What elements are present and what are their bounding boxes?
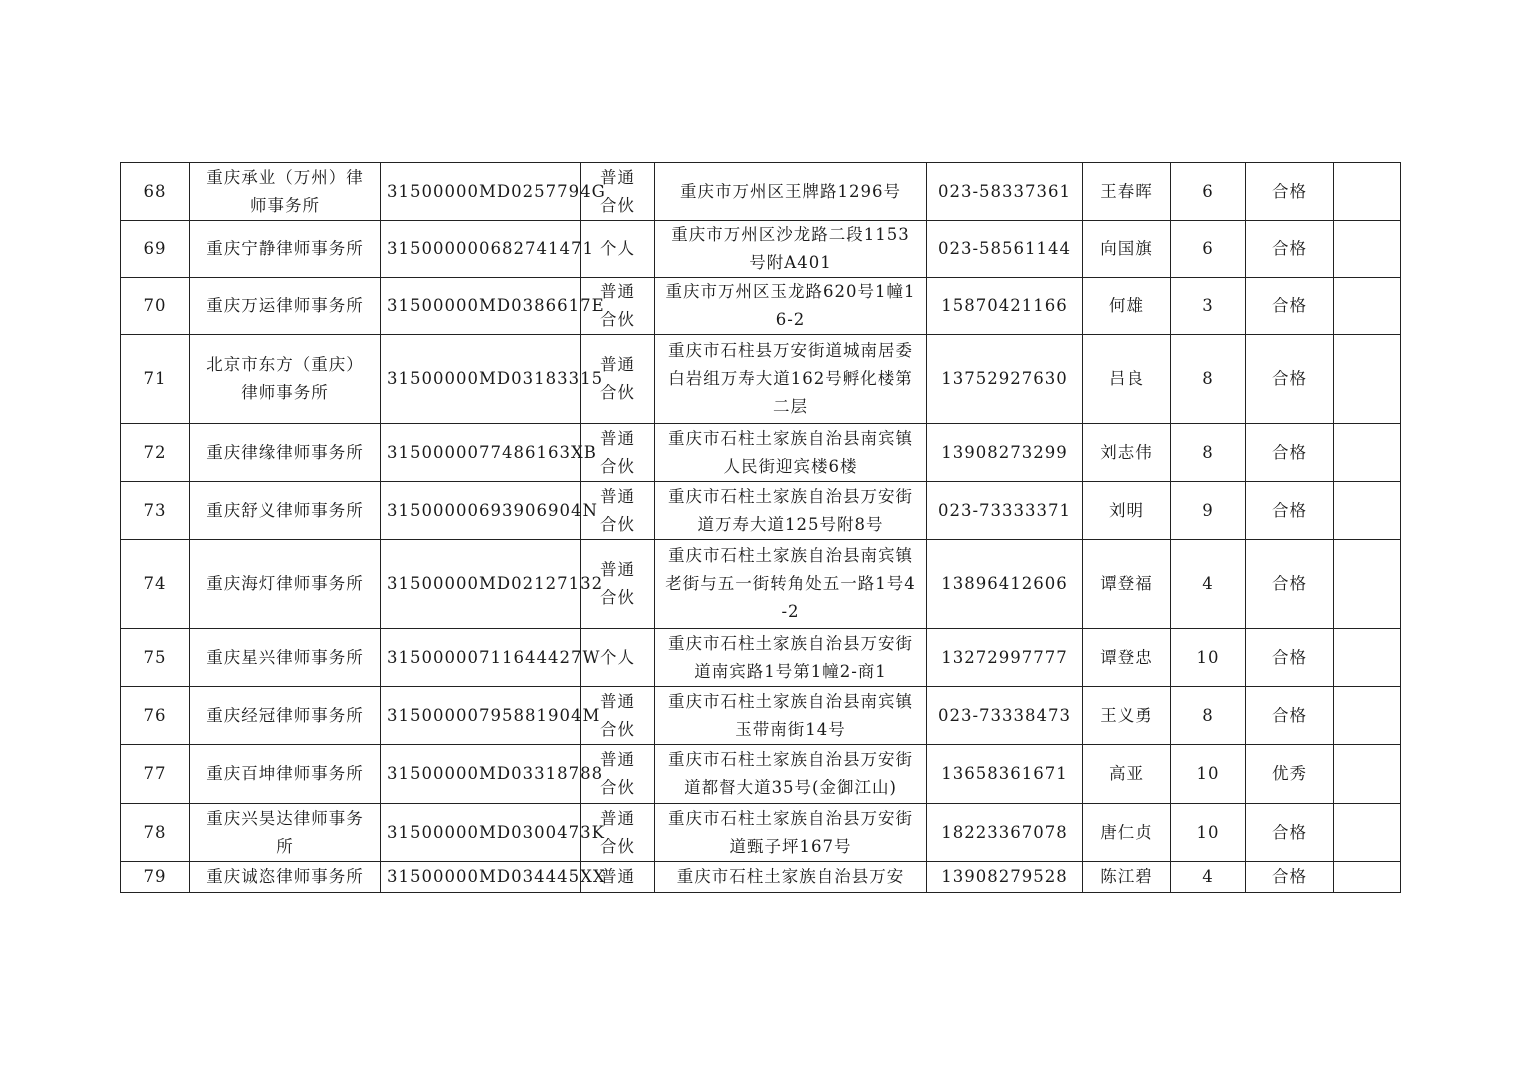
table-row — [121, 278, 1401, 335]
director-name: 陈江碧 — [1083, 862, 1171, 893]
phone-number: 15870421166 — [927, 278, 1083, 335]
director-name: 刘明 — [1083, 482, 1171, 540]
assessment-rating: 合格 — [1246, 163, 1334, 221]
firm-address: 重庆市石柱土家族自治县万安街道甄子坪167号 — [655, 804, 927, 862]
credit-code: 31500000693906904N — [381, 482, 581, 540]
phone-number: 13272997777 — [927, 629, 1083, 687]
assessment-rating: 合格 — [1246, 335, 1334, 424]
table-row — [121, 482, 1401, 540]
firm-name: 重庆百坤律师事务所 — [190, 745, 381, 804]
table-row — [121, 629, 1401, 687]
phone-number: 13908279528 — [927, 862, 1083, 893]
director-name: 向国旗 — [1083, 221, 1171, 278]
organization-type: 普通合伙 — [581, 163, 655, 221]
row-number: 78 — [121, 804, 190, 862]
firm-name: 重庆星兴律师事务所 — [190, 629, 381, 687]
organization-type: 普通合伙 — [581, 278, 655, 335]
credit-code: 31500000MD0257794G — [381, 163, 581, 221]
remarks — [1334, 540, 1401, 629]
lawyer-count: 4 — [1171, 540, 1246, 629]
firm-name: 重庆诚恣律师事务所 — [190, 862, 381, 893]
remarks — [1334, 278, 1401, 335]
row-number: 69 — [121, 221, 190, 278]
firm-address: 重庆市石柱土家族自治县万安 — [655, 862, 927, 893]
assessment-rating: 优秀 — [1246, 745, 1334, 804]
row-number: 73 — [121, 482, 190, 540]
row-number: 77 — [121, 745, 190, 804]
assessment-rating: 合格 — [1246, 221, 1334, 278]
remarks — [1334, 862, 1401, 893]
lawyer-count: 9 — [1171, 482, 1246, 540]
remarks — [1334, 804, 1401, 862]
remarks — [1334, 335, 1401, 424]
assessment-rating: 合格 — [1246, 540, 1334, 629]
phone-number: 13896412606 — [927, 540, 1083, 629]
row-number: 75 — [121, 629, 190, 687]
table-row — [121, 862, 1401, 893]
credit-code: 31500000711644427W — [381, 629, 581, 687]
organization-type: 普通合伙 — [581, 745, 655, 804]
organization-type: 普通合伙 — [581, 335, 655, 424]
assessment-rating: 合格 — [1246, 482, 1334, 540]
lawyer-count: 6 — [1171, 221, 1246, 278]
organization-type: 普通合伙 — [581, 424, 655, 482]
firm-address: 重庆市石柱土家族自治县万安街道南宾路1号第1幢2-商1 — [655, 629, 927, 687]
firm-name: 重庆律缘律师事务所 — [190, 424, 381, 482]
remarks — [1334, 629, 1401, 687]
credit-code: 31500000MD0386617E — [381, 278, 581, 335]
credit-code: 315000000682741471 — [381, 221, 581, 278]
firm-address: 重庆市万州区玉龙路620号1幢16-2 — [655, 278, 927, 335]
organization-type: 普通合伙 — [581, 482, 655, 540]
organization-type: 普通合伙 — [581, 540, 655, 629]
director-name: 何雄 — [1083, 278, 1171, 335]
credit-code: 31500000MD03183315 — [381, 335, 581, 424]
table-row — [121, 335, 1401, 424]
table-row — [121, 424, 1401, 482]
lawyer-count: 10 — [1171, 629, 1246, 687]
phone-number: 13752927630 — [927, 335, 1083, 424]
credit-code: 31500000MD034445XX — [381, 862, 581, 893]
director-name: 谭登忠 — [1083, 629, 1171, 687]
table-row — [121, 163, 1401, 221]
remarks — [1334, 221, 1401, 278]
director-name: 吕良 — [1083, 335, 1171, 424]
firm-name: 重庆海灯律师事务所 — [190, 540, 381, 629]
phone-number: 023-73333371 — [927, 482, 1083, 540]
table-row — [121, 540, 1401, 629]
row-number: 68 — [121, 163, 190, 221]
law-firm-table — [120, 162, 1401, 893]
assessment-rating: 合格 — [1246, 629, 1334, 687]
table-row — [121, 687, 1401, 745]
director-name: 王春晖 — [1083, 163, 1171, 221]
firm-name: 重庆宁静律师事务所 — [190, 221, 381, 278]
firm-address: 重庆市石柱土家族自治县万安街道都督大道35号(金御江山) — [655, 745, 927, 804]
firm-address: 重庆市石柱土家族自治县万安街道万寿大道125号附8号 — [655, 482, 927, 540]
credit-code: 31500000795881904M — [381, 687, 581, 745]
table-row — [121, 745, 1401, 804]
phone-number: 13908273299 — [927, 424, 1083, 482]
lawyer-count: 10 — [1171, 804, 1246, 862]
phone-number: 18223367078 — [927, 804, 1083, 862]
assessment-rating: 合格 — [1246, 278, 1334, 335]
remarks — [1334, 163, 1401, 221]
director-name: 王义勇 — [1083, 687, 1171, 745]
assessment-rating: 合格 — [1246, 424, 1334, 482]
organization-type: 个人 — [581, 629, 655, 687]
row-number: 74 — [121, 540, 190, 629]
firm-name: 重庆承业（万州）律师事务所 — [190, 163, 381, 221]
organization-type: 普通合伙 — [581, 687, 655, 745]
director-name: 刘志伟 — [1083, 424, 1171, 482]
firm-name: 北京市东方（重庆）律师事务所 — [190, 335, 381, 424]
remarks — [1334, 687, 1401, 745]
credit-code: 31500000MD02127132 — [381, 540, 581, 629]
organization-type: 个人 — [581, 221, 655, 278]
remarks — [1334, 745, 1401, 804]
row-number: 71 — [121, 335, 190, 424]
phone-number: 023-58561144 — [927, 221, 1083, 278]
table-body — [121, 163, 1401, 893]
credit-code: 31500000MD0300473K — [381, 804, 581, 862]
credit-code: 3150000077486163XB — [381, 424, 581, 482]
assessment-rating: 合格 — [1246, 687, 1334, 745]
phone-number: 023-58337361 — [927, 163, 1083, 221]
firm-address: 重庆市石柱土家族自治县南宾镇老街与五一街转角处五一路1号4-2 — [655, 540, 927, 629]
organization-type: 普通合伙 — [581, 804, 655, 862]
lawyer-count: 8 — [1171, 687, 1246, 745]
lawyer-count: 8 — [1171, 424, 1246, 482]
firm-name: 重庆舒义律师事务所 — [190, 482, 381, 540]
remarks — [1334, 424, 1401, 482]
organization-type: 普通 — [581, 862, 655, 893]
firm-address: 重庆市万州区沙龙路二段1153号附A401 — [655, 221, 927, 278]
row-number: 79 — [121, 862, 190, 893]
lawyer-count: 8 — [1171, 335, 1246, 424]
director-name: 谭登福 — [1083, 540, 1171, 629]
table-row — [121, 804, 1401, 862]
director-name: 唐仁贞 — [1083, 804, 1171, 862]
credit-code: 31500000MD03318788 — [381, 745, 581, 804]
lawyer-count: 3 — [1171, 278, 1246, 335]
row-number: 72 — [121, 424, 190, 482]
row-number: 70 — [121, 278, 190, 335]
firm-name: 重庆万运律师事务所 — [190, 278, 381, 335]
lawyer-count: 10 — [1171, 745, 1246, 804]
phone-number: 023-73338473 — [927, 687, 1083, 745]
assessment-rating: 合格 — [1246, 862, 1334, 893]
assessment-rating: 合格 — [1246, 804, 1334, 862]
firm-name: 重庆兴昊达律师事务所 — [190, 804, 381, 862]
firm-address: 重庆市石柱县万安街道城南居委白岩组万寿大道162号孵化楼第二层 — [655, 335, 927, 424]
firm-address: 重庆市石柱土家族自治县南宾镇人民街迎宾楼6楼 — [655, 424, 927, 482]
lawyer-count: 6 — [1171, 163, 1246, 221]
remarks — [1334, 482, 1401, 540]
director-name: 高亚 — [1083, 745, 1171, 804]
firm-name: 重庆经冠律师事务所 — [190, 687, 381, 745]
phone-number: 13658361671 — [927, 745, 1083, 804]
table-row — [121, 221, 1401, 278]
lawyer-count: 4 — [1171, 862, 1246, 893]
firm-address: 重庆市石柱土家族自治县南宾镇玉带南街14号 — [655, 687, 927, 745]
firm-address: 重庆市万州区王牌路1296号 — [655, 163, 927, 221]
row-number: 76 — [121, 687, 190, 745]
